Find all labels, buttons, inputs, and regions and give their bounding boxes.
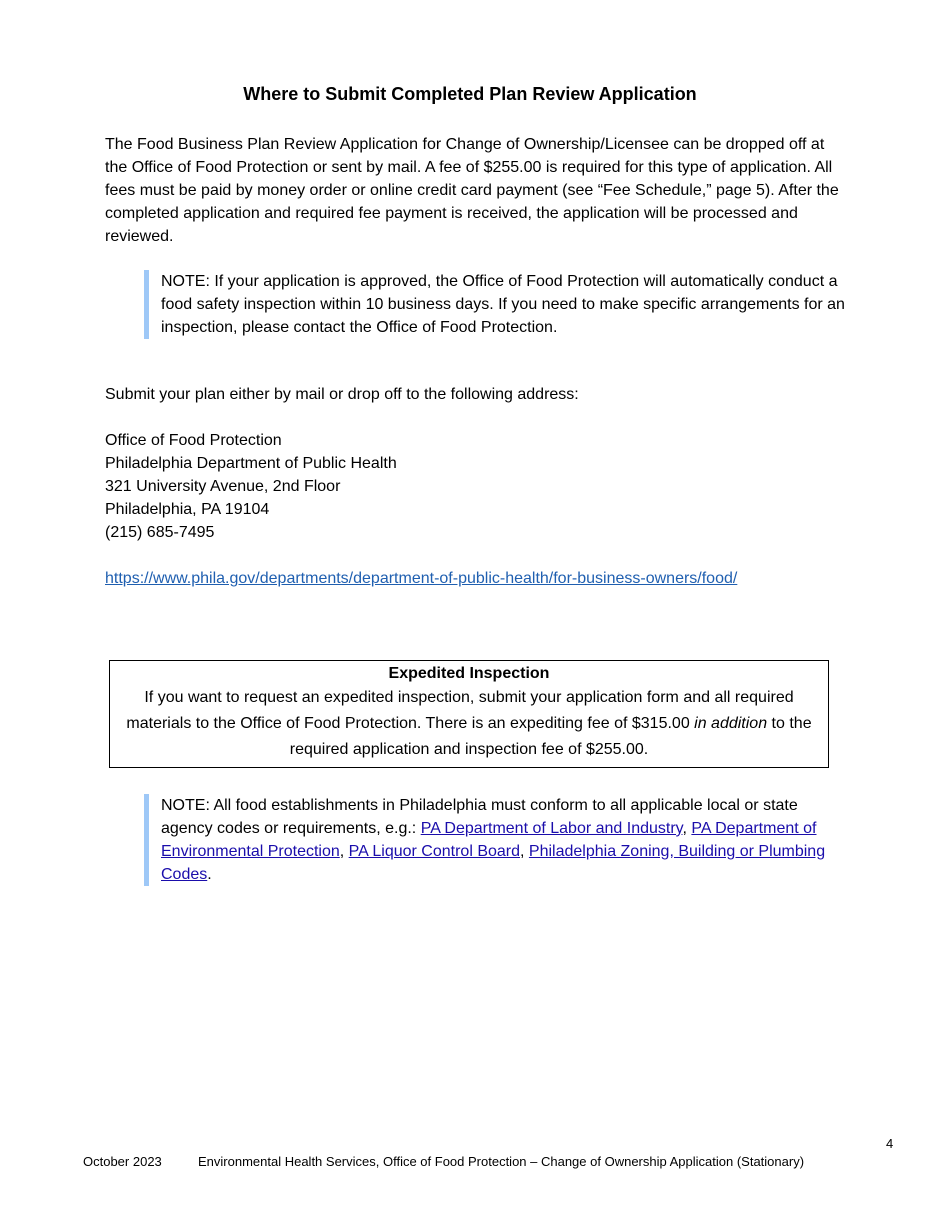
intro-paragraph: The Food Business Plan Review Application for Change of Ownership/Licensee can be dropped off at the Office of Food Protection or sent by mail. A fee of $255.00 is required for this type of application. All fees must be paid by money order or online credit card payment (see “Fee Schedule,” page 5). After the completed application and required fee payment is received, the application will be processed and reviewed.: [105, 136, 839, 245]
note-approval: [144, 270, 851, 339]
food-protection-website-link[interactable]: https://www.phila.gov/departments/department-of-public-health/for-business-owners/food/: [105, 570, 738, 587]
address-phone: (215) 685-7495: [105, 524, 215, 541]
expedited-text-italic: in addition: [694, 715, 768, 732]
footer-date: October 2023: [83, 1154, 162, 1169]
footer-text: Environmental Health Services, Office of Food Protection – Change of Ownership Application (Stationary): [198, 1154, 805, 1169]
note-codes-suffix: .: [207, 866, 212, 883]
note-approval-text: NOTE: If your application is approved, the Office of Food Protection will automatically conduct a food safety inspection within 10 business days. If you need to make specific arrangements for an inspection, please contact the Office of Food Protection.: [161, 273, 845, 336]
note-codes-sep3: ,: [520, 843, 529, 860]
note-codes-text: [161, 794, 851, 886]
address-line-street: 321 University Avenue, 2nd Floor: [105, 478, 341, 495]
expedited-inspection-box: [109, 660, 829, 768]
address-line-city: Philadelphia, PA 19104: [105, 501, 270, 518]
page-number: 4: [886, 1136, 894, 1151]
address-line-office: Office of Food Protection: [105, 432, 282, 449]
expedited-text-after: to the required application and inspection fee of $255.00.: [289, 715, 812, 758]
expedited-text-before: If you want to request an expedited inspection, submit your application form and all required materials to the Office of Food Protection. There is an expediting fee of $315.00: [126, 689, 794, 732]
note-codes-sep1: ,: [682, 820, 692, 837]
mailing-address: [105, 429, 845, 544]
website-paragraph: [105, 567, 865, 590]
link-environmental-protection[interactable]: PA Department of Environmental Protection: [161, 820, 817, 860]
submit-instruction: Submit your plan either by mail or drop off to the following address:: [105, 386, 579, 403]
note-codes: [144, 794, 851, 886]
link-liquor-control-board[interactable]: PA Liquor Control Board: [348, 843, 521, 860]
link-labor-industry[interactable]: PA Department of Labor and Industry: [420, 820, 683, 837]
note-codes-prefix: NOTE: All food establishments in Philadelphia must conform to all applicable local or state agency codes or requirements, e.g.:: [161, 797, 798, 837]
note-codes-sep2: ,: [339, 843, 349, 860]
page-title: Where to Submit Completed Plan Review Application: [243, 84, 697, 104]
page-footer: [83, 1154, 804, 1169]
expedited-title: Expedited Inspection: [388, 665, 550, 682]
link-zoning-building-plumbing[interactable]: Philadelphia Zoning, Building or Plumbing Codes: [161, 843, 826, 883]
address-line-department: Philadelphia Department of Public Health: [105, 455, 397, 472]
